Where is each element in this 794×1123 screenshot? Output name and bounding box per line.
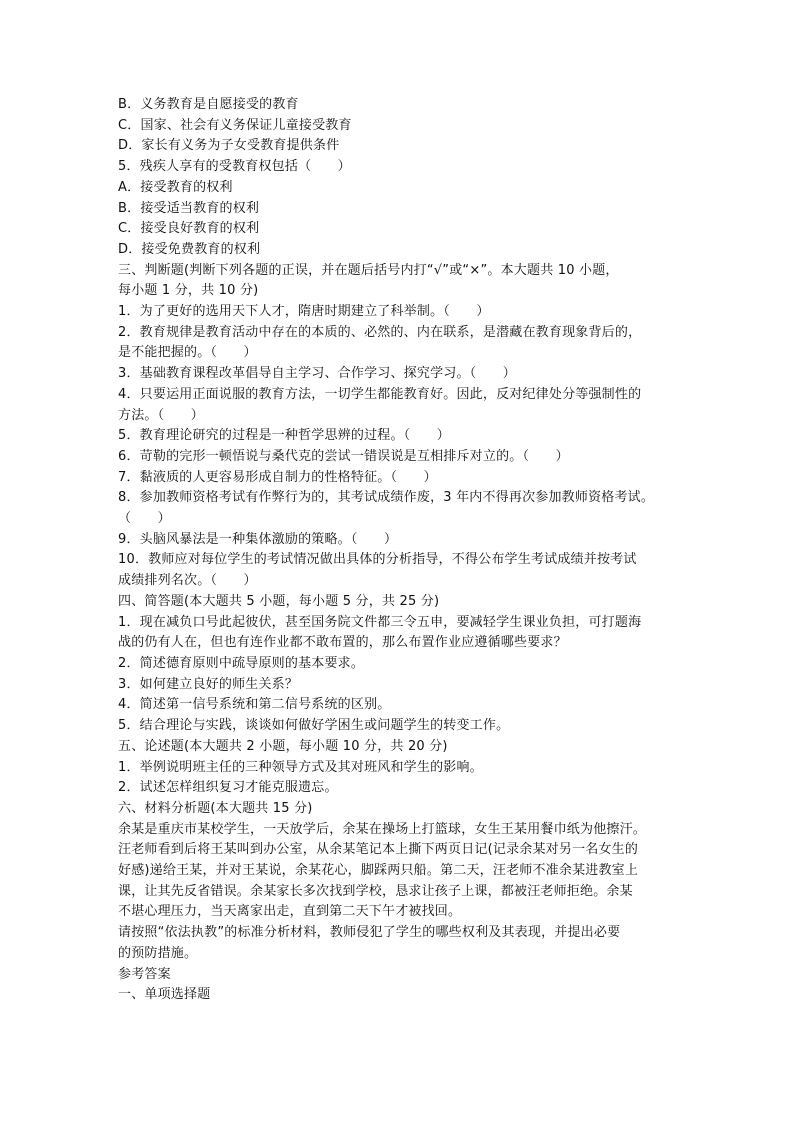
- answer-key-heading: 参考答案: [118, 966, 171, 982]
- option-line: C．接受良好教育的权利: [118, 221, 260, 237]
- question-line: 5．残疾人享有的受教育权包括（ ）: [118, 159, 351, 175]
- option-line: D．家长有义务为子女受教育提供条件: [118, 138, 340, 154]
- question-line: 5．结合理论与实践，谈谈如何做好学困生或问题学生的转变工作。: [118, 718, 510, 734]
- option-line: B．义务教育是自愿接受的教育: [118, 97, 299, 112]
- question-line: 3．如何建立良好的师生关系？: [118, 676, 299, 692]
- question-line: 2．试述怎样组织复习才能克服遗忘。: [118, 780, 338, 796]
- question-line: 是不能把握的。（ ）: [118, 345, 257, 361]
- question-line: 3．基础教育课程改革倡导自主学习、合作学习、探究学习。（ ）: [118, 366, 516, 382]
- option-line: C．国家、社会有义务保证儿童接受教育: [118, 117, 352, 133]
- question-line: 2．简述德育原则中疏导原则的基本要求。: [118, 655, 365, 671]
- material-line: 汪老师看到后将王某叫到办公室，从余某笔记本上撕下两页日记(记录余某对另一名女生的: [118, 842, 639, 858]
- question-line: 9．头脑风暴法是一种集体激励的策略。（ ）: [118, 531, 398, 547]
- question-line: 4．简述第一信号系统和第二信号系统的区别。: [118, 697, 391, 713]
- section-heading-short-answer: 四、简答题(本大题共 5 小题，每小题 5 分，共 25 分): [118, 593, 440, 609]
- question-line: 2．教育规律是教育活动中存在的本质的、必然的、内在联系，是潜藏在教育现象背后的，: [118, 324, 642, 340]
- question-line: 战的仍有人在，但也有连作业都不敢布置的，那么布置作业应遵循哪些要求？: [118, 635, 567, 651]
- question-line: 1．为了更好的选用天下人才，隋唐时期建立了科举制。（ ）: [118, 304, 490, 320]
- material-line: 余某是重庆市某校学生，一天放学后，余某在操场上打篮球，女生王某用餐巾纸为他擦汗。: [118, 821, 647, 837]
- section-heading-judgment-cont: 每小题 1 分，共 10 分): [118, 283, 259, 299]
- question-line: 8．参加教师资格考试有作弊行为的，其考试成绩作废，3 年内不得再次参加教师资格考试。: [118, 490, 655, 506]
- option-line: D．接受免费教育的权利: [118, 241, 261, 257]
- option-line: B．接受适当教育的权利: [118, 200, 260, 216]
- question-line: 1．举例说明班主任的三种领导方式及其对班风和学生的影响。: [118, 759, 483, 775]
- question-line: （ ）: [118, 511, 171, 527]
- material-question-line: 请按照“依法执教”的标准分析材料，教师侵犯了学生的哪些权利及其表现，并提出必要: [118, 925, 621, 941]
- document-body: [118, 95, 678, 1006]
- material-line: 课，让其先反省错误。余某家长多次找到学校，恳求让孩子上课，都被汪老师拒绝。余某: [118, 883, 633, 899]
- question-line: 4．只要运用正面说服的教育方法，一切学生都能教育好。因此，反对纪律处分等强制性的: [118, 386, 642, 402]
- question-line: 7．黏液质的人更容易形成自制力的性格特征。（ ）: [118, 469, 437, 485]
- section-heading-judgment: 三、判断题(判断下列各题的正误，并在题后括号内打“√”或“×”。本大题共 10 小题，: [118, 262, 619, 278]
- section-heading-essay: 五、论述题(本大题共 2 小题，每小题 10 分，共 20 分): [118, 738, 448, 754]
- question-line: 10．教师应对每位学生的考试情况做出具体的分析指导，不得公布学生考试成绩并按考试: [118, 552, 637, 568]
- question-line: 方法。（ ）: [118, 407, 204, 423]
- material-question-line: 的预防措施。: [118, 945, 198, 961]
- option-line: A．接受教育的权利: [118, 179, 233, 195]
- question-line: 成绩排列名次。（ ）: [118, 573, 257, 589]
- answer-section-heading: 一、单项选择题: [118, 987, 211, 1003]
- question-line: 5．教育理论研究的过程是一种哲学思辨的过程。（ ）: [118, 428, 450, 444]
- question-line: 6．苛勒的完形一顿悟说与桑代克的尝试一错误说是互相排斥对立的。（ ）: [118, 448, 569, 464]
- material-line: 不堪心理压力，当天离家出走，直到第二天下午才被找回。: [118, 904, 462, 920]
- material-line: 好感)递给王某，并对王某说，余某花心，脚踩两只船。第二天，汪老师不准余某进教室上: [118, 863, 639, 879]
- question-line: 1．现在减负口号此起彼伏，甚至国务院文件都三令五申，要减轻学生课业负担，可打题海: [118, 614, 642, 630]
- section-heading-material: 六、材料分析题(本大题共 15 分): [118, 800, 313, 816]
